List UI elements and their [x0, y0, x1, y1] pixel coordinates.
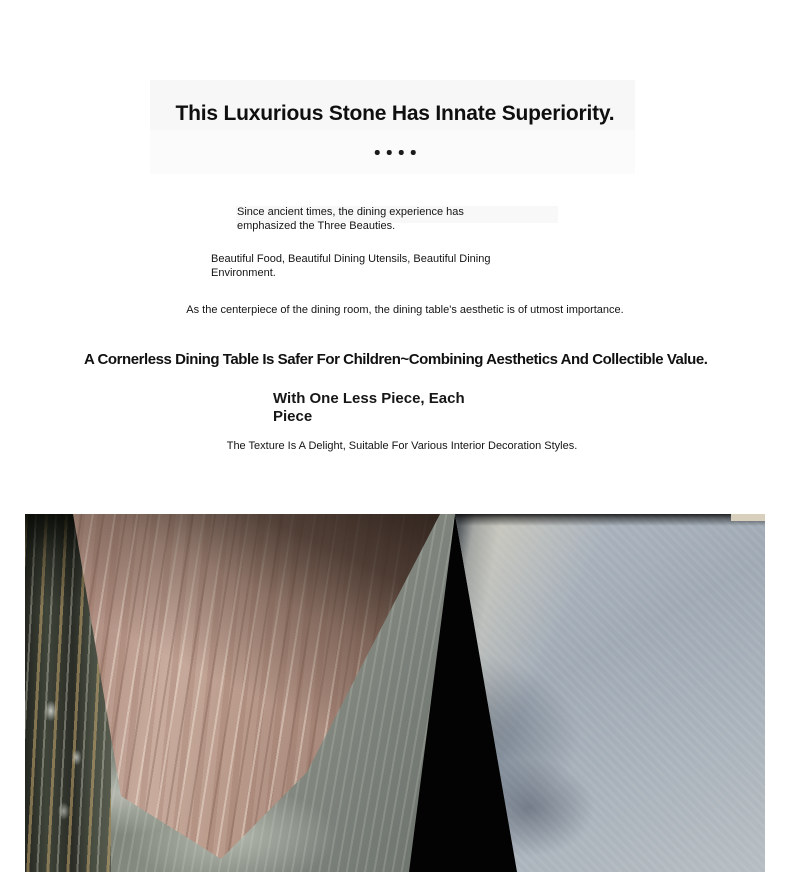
headline-cornerless-table: A Cornerless Dining Table Is Safer For Children~Combining Aesthetics And Collectible Value. [84, 351, 708, 368]
subheadline-line: With One Less Piece, Each [273, 390, 465, 407]
dots-divider [375, 150, 416, 155]
divider-dot [399, 150, 404, 155]
subheadline-line: Piece [273, 408, 313, 425]
paragraph-line: Beautiful Food, Beautiful Dining Utensils, Beautiful Dining [211, 253, 491, 265]
divider-dot [387, 150, 392, 155]
paragraph-beautiful-things [211, 253, 490, 280]
paragraph-centerpiece: As the centerpiece of the dining room, the dining table's aesthetic is of utmost importance. [186, 304, 624, 316]
page-title: This Luxurious Stone Has Innate Superiority. [175, 102, 615, 126]
divider-dot [375, 150, 380, 155]
paragraph-three-beauties [237, 206, 464, 233]
divider-dot [411, 150, 416, 155]
paragraph-texture-delight: The Texture Is A Delight, Suitable For Various Interior Decoration Styles. [226, 440, 578, 452]
paragraph-line: Environment. [211, 266, 276, 279]
beige-corner-detail [731, 514, 765, 521]
paragraph-line: Since ancient times, the dining experience has [237, 206, 464, 218]
subheadline-one-less-piece [273, 390, 465, 426]
marble-slabs-photo [25, 514, 765, 872]
paragraph-line: emphasized the Three Beauties. [237, 219, 396, 232]
